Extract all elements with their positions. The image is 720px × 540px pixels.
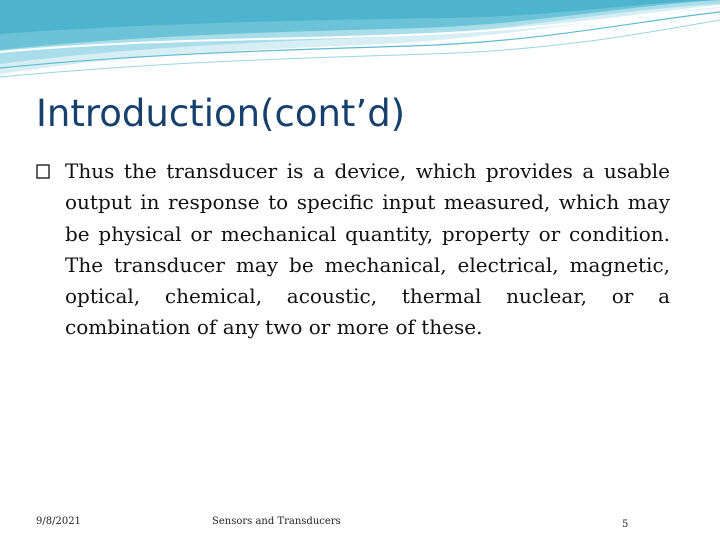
wave-header-decoration xyxy=(0,0,720,80)
body-content xyxy=(36,156,670,344)
footer-text: Sensors and Transducers xyxy=(212,516,341,527)
slide-title: Introduction(cont’d) xyxy=(36,92,406,135)
footer-date: 9/8/2021 xyxy=(36,516,81,527)
bullet-text: Thus the transducer is a device, which provides a usable output in response to specific input measured, which may be physical or mechanical quantity, property or condition. The transducer may be mechanical, electrical, magnetic, optical, chemical, acoustic, thermal nuclear, or a combination of any two or more of these. xyxy=(65,159,670,340)
bullet-paragraph xyxy=(36,156,670,344)
square-bullet-icon xyxy=(36,164,50,179)
slide-number: 5 xyxy=(622,519,629,530)
